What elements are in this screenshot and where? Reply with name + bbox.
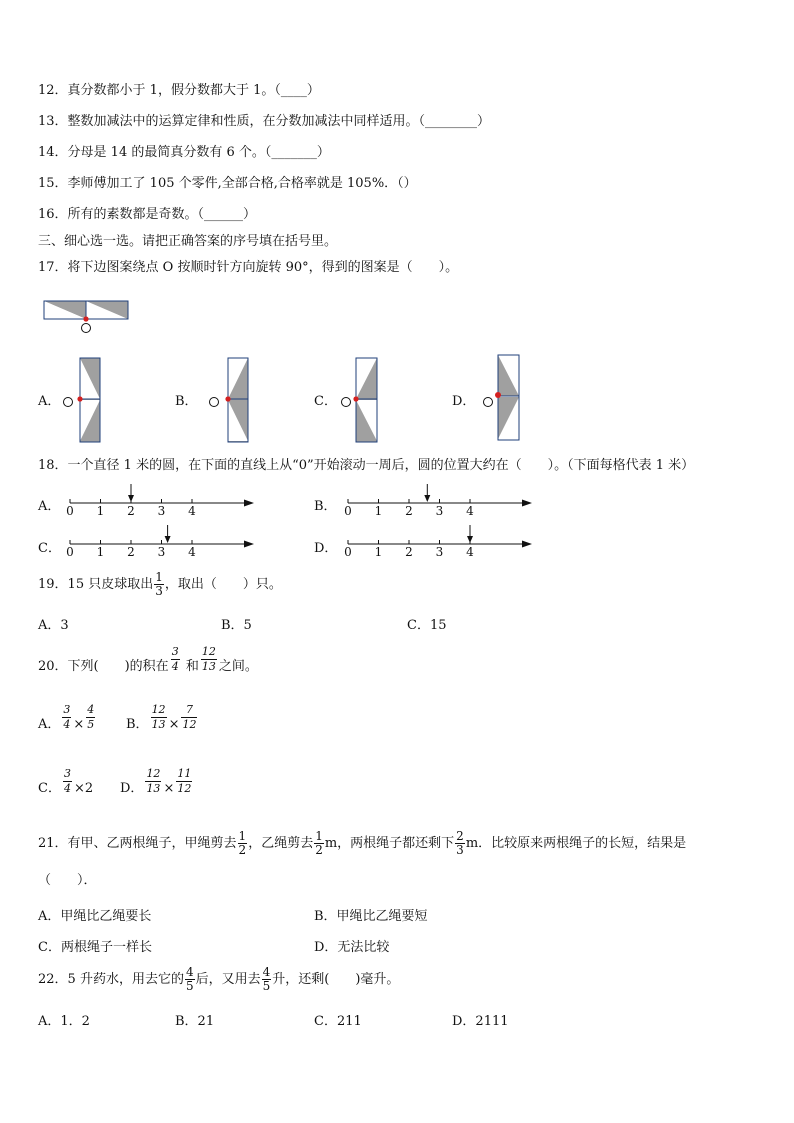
axis-tick-label: 2 [405, 504, 413, 518]
axis-tick-label: 4 [188, 504, 196, 518]
q17-option-d-label[interactable]: D． [452, 394, 476, 409]
position-arrow-head [128, 495, 134, 502]
question-21-continued: （ ）． [38, 873, 97, 888]
q17-option-c-label[interactable]: C． [314, 394, 337, 409]
q19-option-c[interactable]: C．15 [407, 618, 447, 633]
axis-tick-label: 2 [127, 504, 135, 518]
q18-option-b-label[interactable]: B． [314, 499, 337, 514]
q21-option-b[interactable]: B．甲绳比乙绳要短 [314, 909, 428, 924]
question-17: 17．将下边图案绕点 O 按顺时针方向旋转 90°，得到的图案是（ ）。 [38, 260, 459, 275]
q17-option-a-figure [58, 357, 106, 443]
q22-option-b[interactable]: B．21 [175, 1014, 215, 1029]
question-22: 22．5 升药水，用去它的 $\frac{4}{5}$ 后，又用去 $\frac{4}{5}$ 升，还剩( )毫升。 [38, 965, 400, 993]
question-15: 15．李师傅加工了 105 个零件,全部合格,合格率就是 105%．（） [38, 176, 417, 191]
q20-option-b[interactable]: B． $\frac{12}{13}$ × $\frac{7}{12}$ [126, 703, 197, 732]
q18-number-line-d [340, 525, 540, 561]
q19-option-b[interactable]: B．5 [221, 618, 252, 633]
q22-option-d[interactable]: D．2111 [452, 1014, 509, 1029]
q19-fraction: $\frac{1}{3}$ [155, 570, 163, 598]
q21-option-a[interactable]: A．甲绳比乙绳要长 [38, 909, 152, 924]
axis-arrowhead [522, 541, 532, 548]
q18-option-c-label[interactable]: C． [38, 541, 61, 556]
axis-tick-label: 4 [466, 504, 474, 518]
axis-tick-label: 2 [127, 545, 135, 559]
section-3-heading: 三、细心选一选。请把正确答案的序号填在括号里。 [38, 234, 338, 249]
q17-option-d-figure [478, 354, 526, 442]
q20-option-a[interactable]: A． $\frac{3}{4}$ × $\frac{4}{5}$ [38, 703, 95, 732]
axis-tick-label: 2 [405, 545, 413, 559]
axis-tick-label: 3 [435, 545, 444, 559]
axis-tick-label: 3 [157, 504, 166, 518]
q22-option-c[interactable]: C．211 [314, 1014, 362, 1029]
question-21: 21．有甲、乙两根绳子，甲绳剪去 $\frac{1}{2}$ ，乙绳剪去 $\frac{1}{2}$ m，两根绳子都还剩下 $\frac{2}{3}$ m．比较原来两根绳子的长短，结果是 [38, 829, 687, 857]
axis-tick-label: 0 [66, 504, 74, 518]
question-20: 20．下列( )的积在 $\frac{3}{4}$ 和 $\frac{12}{13}$ 之间。 [38, 645, 258, 674]
question-18: 18．一个直径 1 米的圆，在下面的直线上从“0”开始滚动一周后，圆的位置大约在（ ）。（下面每格代表 1 米） [38, 458, 695, 473]
q18-option-d-label[interactable]: D． [314, 541, 338, 556]
q21-option-d[interactable]: D．无法比较 [314, 940, 390, 955]
q18-number-line-c [62, 525, 262, 561]
question-13: 13．整数加减法中的运算定律和性质，在分数加减法中同样适用。（________） [38, 114, 491, 129]
position-arrow-head [467, 536, 473, 543]
axis-arrowhead [522, 500, 532, 507]
axis-tick-label: 1 [374, 504, 383, 518]
axis-tick-label: 4 [188, 545, 196, 559]
q22-option-a[interactable]: A．1．2 [38, 1014, 90, 1029]
question-14: 14．分母是 14 的最简真分数有 6 个。（_______） [38, 145, 330, 160]
axis-tick-label: 0 [66, 545, 74, 559]
position-arrow-head [165, 536, 171, 543]
question-16: 16．所有的素数都是奇数。（______） [38, 207, 257, 222]
q20-option-c[interactable]: C． $\frac{3}{4}$ ×2 [38, 767, 94, 796]
axis-arrowhead [244, 500, 254, 507]
question-19: 19．15 只皮球取出 $\frac{1}{3}$ ，取出（ ）只。 [38, 570, 282, 598]
axis-arrowhead [244, 541, 254, 548]
q17-option-c-figure [336, 357, 384, 443]
axis-tick-label: 3 [435, 504, 444, 518]
q18-number-line-b [340, 484, 540, 520]
axis-tick-label: 0 [344, 504, 352, 518]
q17-option-b-figure [204, 357, 252, 443]
question-12: 12．真分数都小于 1，假分数都大于 1。（____） [38, 83, 320, 98]
q17-option-a-label[interactable]: A． [38, 394, 61, 409]
axis-tick-label: 4 [466, 545, 474, 559]
axis-tick-label: 1 [374, 545, 383, 559]
q19-option-a[interactable]: A．3 [38, 618, 69, 633]
position-arrow-head [424, 495, 430, 502]
q20-option-d[interactable]: D． $\frac{12}{13}$ × $\frac{11}{12}$ [120, 767, 192, 796]
axis-tick-label: 1 [96, 545, 105, 559]
axis-tick-label: 0 [344, 545, 352, 559]
q17-option-b-label[interactable]: B． [175, 394, 198, 409]
axis-tick-label: 1 [96, 504, 105, 518]
axis-tick-label: 3 [157, 545, 166, 559]
q21-option-c[interactable]: C．两根绳子一样长 [38, 940, 152, 955]
q17-original-figure [40, 297, 132, 337]
q18-option-a-label[interactable]: A． [38, 499, 61, 514]
q18-number-line-a [62, 484, 262, 520]
